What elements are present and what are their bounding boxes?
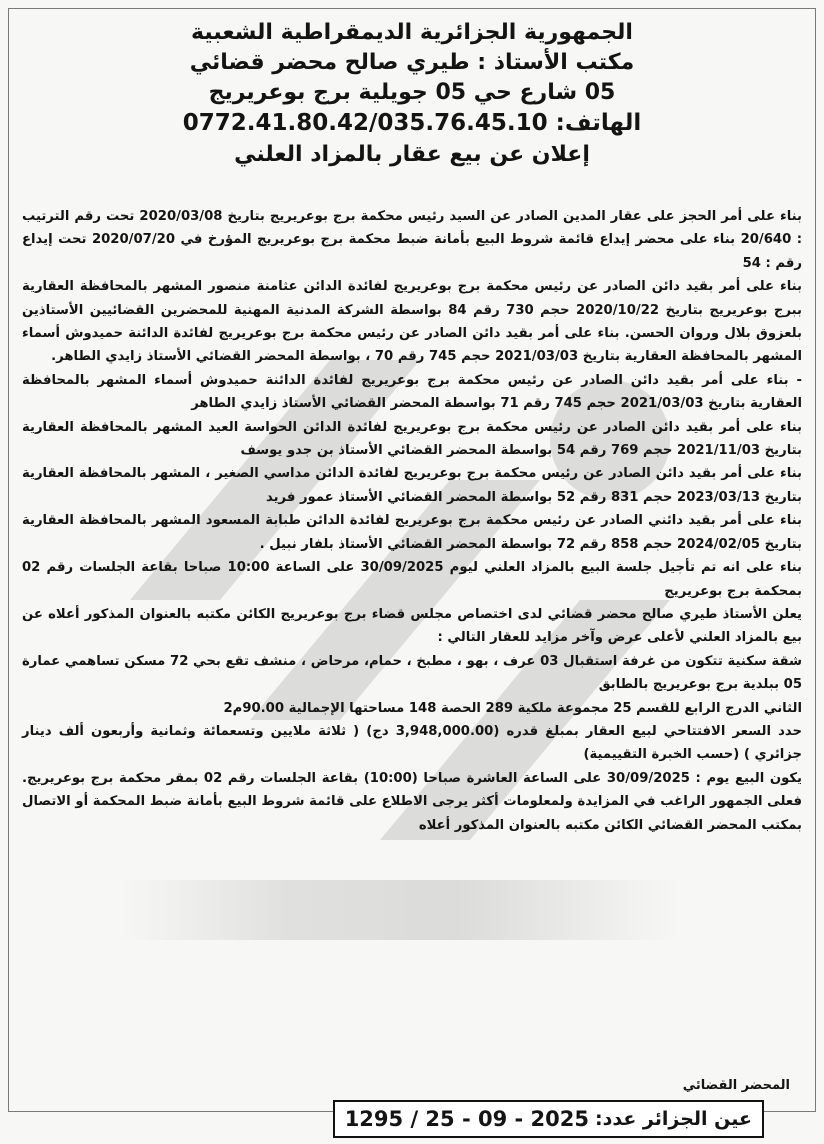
paragraph-announcement: يعلن الأستاذ طيري صالح محضر قضائي لدى اختصاص مجلس قضاء برج بوعريريج الكائن مكتبه بالعنوان المذكور أعلاه عن بيع بالمزاد العلني لأعلى عرض وآخر مزايد للعقار التالي : — [22, 606, 802, 646]
newspaper-name: عين الجزائر عدد: — [595, 1108, 752, 1130]
paragraph-property-description: شقة سكنية تتكون من غرفة استقبال 03 عرف ، بهو ، مطبخ ، حمام، مرحاض ، منشف تقع بحي 72 مسكن تساهمي عمارة 05 ببلدية برج بوعريريج بالطابق — [22, 653, 802, 693]
paragraph-opening-price: حدد السعر الافتتاحي لبيع العقار بمبلغ قدره (3,948,000.00 دج) ( ثلاثة ملايين وتسعمائة وثمانية وأربعون ألف دينار جزائري ) (حسب الخبرة التقييمية) — [22, 723, 802, 763]
paragraph-creditor-2: - بناء على أمر بقيد دائن الصادر عن رئيس محكمة برج بوعريريج لفائدة الدائنة حميدوش أسماء المشهر بالمحافظة العقارية بتاريخ 2021/03/03 حجم 745 رقم 71 بواسطة المحضر القضائي الأستاذ زايدي الطاهر — [22, 372, 802, 412]
paragraph-creditor-1: بناء على أمر بقيد دائن الصادر عن رئيس محكمة برج بوعريريج لفائدة الدائن عثامنة منصور المشهر بالمحافظة العقارية ببرج بوعريريج بتاريخ 2020/10/22 حجم 730 رقم 84 بواسطة الشركة المدنية المهنية للمحضرين القضائيين الأستاذين بلعزوق بلال وروان الحسن. بناء على أمر بقيد دائن الصادر عن رئيس محكمة برج بوعريريج لفائدة الدائنة حميدوش أسماء المشهر بالمحافظة العقارية بتاريخ 2021/03/03 حجم 745 رقم 70 ، بواسطة المحضر القضائي الأستاذ زايدي الطاهر. — [22, 279, 802, 365]
paragraph-seizure-order: بناء على أمر الحجز على عقار المدين الصادر عن السيد رئيس محكمة برج بوعريريج بتاريخ 2020/03/08 تحت رقم الترتيب : 20/640 بناء على محضر إيداع قائمة شروط البيع بأمانة ضبط محكمة برج بوعريريج المؤرخ في 2020/07/20 تحت إيداع رقم : 54 — [22, 209, 802, 271]
issue-number-date: 1295 / 25 - 09 - 2025 — [344, 1107, 589, 1131]
newspaper-issue-box — [333, 1100, 764, 1138]
phone-line: الهاتف: 0772.41.80.42/035.76.45.10 — [182, 110, 642, 136]
paragraph-creditor-4: بناء على أمر بقيد دائن الصادر عن رئيس محكمة برج بوعريريج لفائدة الدائن مداسي الصغير ، المشهر بالمحافظة العقارية بتاريخ 2023/03/13 حجم 831 رقم 52 بواسطة المحضر القضائي الأستاذ عمور فريد — [22, 466, 802, 505]
notice-title: إعلان عن بيع عقار بالمزاد العلني — [234, 142, 590, 167]
paragraph-sale-date: يكون البيع يوم : 30/09/2025 على الساعة العاشرة صباحا (10:00) بقاعة الجلسات رقم 02 بمقر محكمة برج بوعريريج. فعلى الجمهور الراغب في المزايدة ولمعلومات أكثر يرجى الاطلاع على قائمة شروط البيع بأمانة ضبط المحكمة أو الاتصال بمكتب المحضر القضائي الكائن مكتبه بالعنوان المذكور أعلاه — [22, 770, 802, 833]
paragraph-creditor-3: بناء على أمر بقيد دائن الصادر عن رئيس محكمة برج بوعريريج لفائدة الدائن الحواسة العيد المشهر بالمحافظة العقارية بتاريخ 2021/11/03 حجم 769 رقم 54 بواسطة المحضر القضائي الأستاذ بن جدو يوسف — [22, 419, 802, 459]
republic-heading: الجمهورية الجزائرية الديمقراطية الشعبية — [191, 20, 633, 45]
notice-body — [22, 205, 802, 837]
address-line: 05 شارع حي 05 جويلية برج بوعريريج — [208, 80, 616, 105]
paragraph-postponement: بناء على انه تم تأجيل جلسة البيع بالمزاد العلني ليوم 30/09/2025 على الساعة 10:00 صباحا بقاعة الجلسات رقم 02 بمحكمة برج بوعريريج — [22, 560, 802, 599]
bailiff-signature: المحضر القضائي — [682, 1078, 790, 1093]
notice-header — [40, 18, 784, 170]
office-heading: مكتب الأستاذ : طيري صالح محضر قضائي — [189, 50, 635, 75]
paragraph-creditor-5: بناء على أمر بقيد دائني الصادر عن رئيس محكمة برج بوعريريج لفائدة الدائن طبابة المسعود المشهر بالمحافظة العقارية بتاريخ 2024/02/05 حجم 858 رقم 72 بواسطة المحضر القضائي الأستاذ بلفار نبيل . — [22, 513, 802, 552]
paragraph-property-details: الثاني الدرج الرابع للقسم 25 مجموعة ملكية 289 الحصة 148 مساحتها الإجمالية 90.00م2 — [223, 700, 802, 716]
